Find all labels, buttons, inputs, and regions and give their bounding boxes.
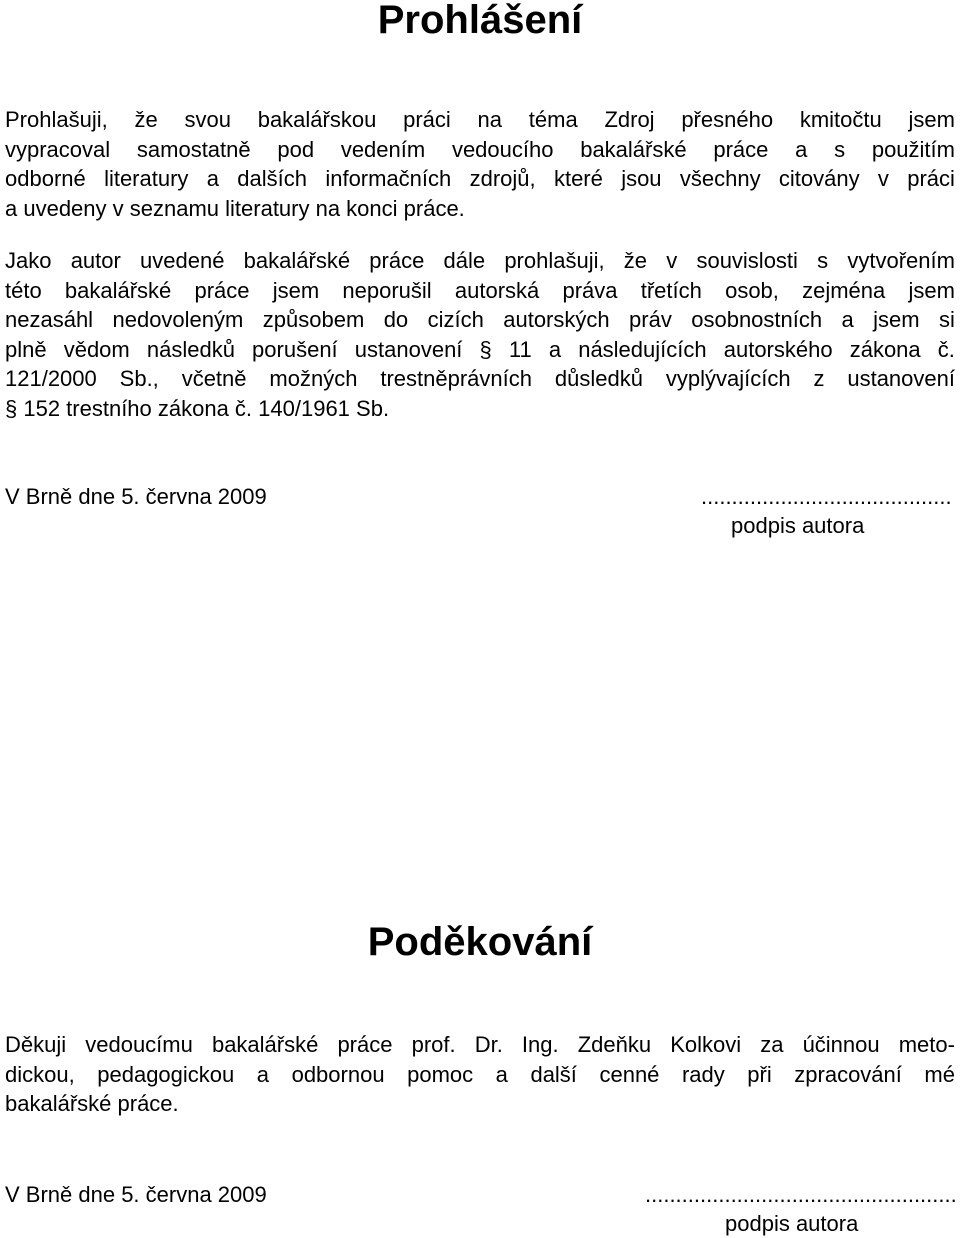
declaration-title: Prohlášení <box>377 0 583 42</box>
acknowledgement-place-date: V Brně dne 5. června 2009 <box>5 1182 267 1207</box>
declaration-paragraph-1 <box>5 105 955 223</box>
text-line: Jako autor uvedené bakalářské práce dále prohlašuji, že v souvislosti s vytvořením <box>5 248 955 273</box>
acknowledgement-signature-block <box>645 1180 959 1238</box>
declaration-signature-block <box>701 482 955 540</box>
text-line: Prohlašuji, že svou bakalářskou práci na téma Zdroj přesného kmitočtu jsem <box>5 107 955 132</box>
declaration-paragraph-2 <box>5 246 955 424</box>
text-line: plně vědom následků porušení ustanovení § 11 a následujících autorského zákona č. <box>5 336 955 362</box>
acknowledgement-signature-line: ................................................... <box>645 1182 957 1207</box>
text-line: této bakalářské práce jsem neporušil autorská práva třetích osob, zejména jsem <box>5 277 955 303</box>
acknowledgement-paragraph <box>5 1030 955 1119</box>
text-line: odborné literatury a dalších informačních zdrojů, které jsou všechny citovány v práci <box>5 166 955 192</box>
declaration-place-date: V Brně dne 5. června 2009 <box>5 484 267 509</box>
declaration-signature-label: podpis autora <box>731 513 865 538</box>
acknowledgement-title: Poděkování <box>367 920 593 964</box>
text-line: vypracoval samostatně pod vedením vedoucího bakalářské práce a s použitím <box>5 136 955 162</box>
text-line: § 152 trestního zákona č. 140/1961 Sb. <box>5 395 390 421</box>
text-line: nezasáhl nedovoleným způsobem do cizích autorských práv osobnostních a jsem si <box>5 307 955 333</box>
declaration-signature-line: ......................................... <box>701 484 952 509</box>
text-line: Děkuji vedoucímu bakalářské práce prof. Dr. Ing. Zdeňku Kolkovi za účinnou meto- <box>5 1032 955 1057</box>
text-line: a uvedeny v seznamu literatury na konci práce. <box>5 195 465 221</box>
text-line: dickou, pedagogickou a odbornou pomoc a další cenné rady při zpracování mé <box>5 1061 955 1087</box>
text-line: bakalářské práce. <box>5 1091 179 1117</box>
text-line: 121/2000 Sb., včetně možných trestněprávních důsledků vyplývajících z ustanovení <box>5 366 955 392</box>
acknowledgement-signature-label: podpis autora <box>725 1211 859 1236</box>
